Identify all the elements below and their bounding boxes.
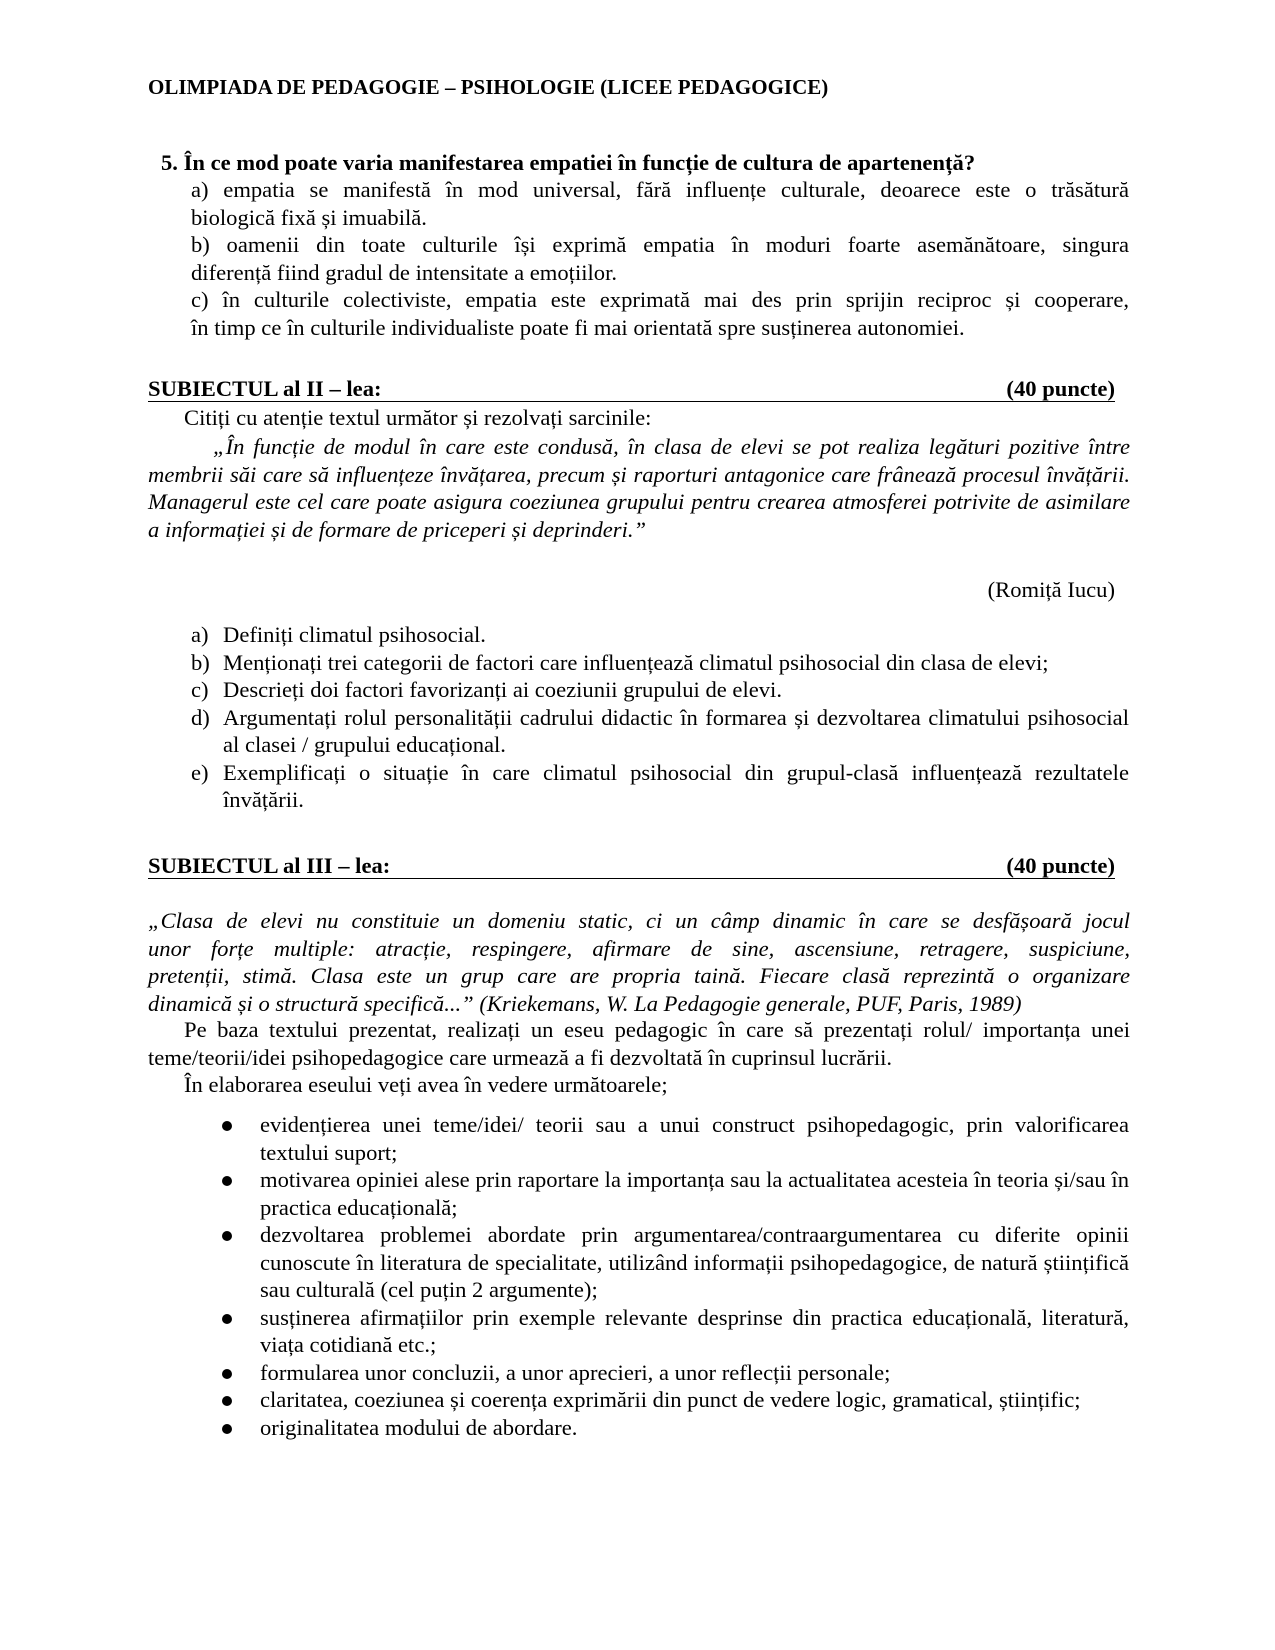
task-b <box>191 649 1129 677</box>
question-5-options <box>191 176 1129 341</box>
option-a <box>191 176 1129 231</box>
list-item-text: formularea unor concluzii, a unor aprecieri, a unor reflecții personale; <box>260 1359 891 1385</box>
list-item-text: evidențierea unei teme/idei/ teorii sau a unui construct psihopedagogic, prin valorificarea textului suport; <box>260 1112 1129 1165</box>
task-e <box>191 759 1129 814</box>
task-text: Definiți climatul psihosocial. <box>223 622 486 647</box>
task-label: b) <box>191 649 210 675</box>
option-b <box>191 231 1129 286</box>
question-5-title: 5. În ce mod poate varia manifestarea empatiei în funcție de cultura de apartenență? <box>161 150 976 175</box>
list-item <box>218 1386 1129 1414</box>
task-c <box>191 676 1129 704</box>
quote-line: dinamică și o structură specifică...” (Kriekemans, W. La Pedagogie generale, PUF, Paris, 1989) <box>148 990 1022 1016</box>
criteria-list <box>218 1111 1129 1441</box>
list-item-text: susținerea afirmațiilor prin exemple relevante desprinse din practica educațională, literatură, viața cotidiană etc.; <box>260 1304 1129 1357</box>
subject-3-quote <box>148 907 1130 1017</box>
subject-3-paragraph: Pe baza textului prezentat, realizați un eseu pedagogic în care să prezentați rolul/ importanța unei teme/teorii/idei psihopedagogice care urmează a fi dezvoltată în cuprinsul lucrării. <box>148 1017 1130 1070</box>
list-item <box>218 1221 1129 1304</box>
option-c-line1: c) în culturile colectiviste, empatia este exprimată mai des prin sprijin reciproc și cooperare, <box>191 287 1129 312</box>
document-header: OLIMPIADA DE PEDAGOGIE – PSIHOLOGIE (LICEE PEDAGOGICE) <box>148 75 829 99</box>
subject-2-tasks <box>191 621 1129 814</box>
subject-2-intro: Citiți cu atenție textul următor și rezolvați sarcinile: <box>184 405 652 430</box>
bullet-icon <box>222 1369 232 1379</box>
task-text: Menționați trei categorii de factori care influențează climatul psihosocial din clasa de elevi; <box>223 649 1049 675</box>
subject-2-heading <box>148 375 1115 405</box>
subject-2-underline <box>148 401 1115 402</box>
option-a-line1: a) empatia se manifestă în mod universal, fără influențe culturale, deoarece este o trăsătură <box>191 177 1129 202</box>
list-item-text: dezvoltarea problemei abordate prin argumentarea/contraargumentarea cu diferite opinii cunoscute în literatura de specialitate, utilizând informații psihopedagogice, de natură științifică sau culturală (cel puțin 2 argumente); <box>260 1222 1129 1302</box>
quote-author: (Romiță Iucu) <box>987 577 1115 602</box>
task-label: c) <box>191 677 209 702</box>
bullet-icon <box>222 1424 232 1434</box>
task-label: d) <box>191 704 210 730</box>
task-d <box>191 704 1129 759</box>
list-item <box>218 1359 1129 1387</box>
task-text: Argumentați rolul personalității cadrului didactic în formarea și dezvoltarea climatului psihosocial al clasei / grupului educațional. <box>223 704 1129 757</box>
task-text: Exemplificați o situație în care climatul psihosocial din grupul-clasă influențează rezultatele învățării. <box>223 759 1129 812</box>
subject-3-points: (40 puncte) <box>1006 853 1115 878</box>
bullet-icon <box>222 1396 232 1406</box>
subject-2-quote <box>148 433 1130 543</box>
bullet-icon <box>222 1176 232 1186</box>
option-b-line2: diferență fiind gradul de intensitate a emoțiilor. <box>191 259 618 285</box>
list-item-text: claritatea, coeziunea și coerența exprimării din punct de vedere logic, gramatical, științific; <box>260 1387 1081 1412</box>
task-label: a) <box>191 622 209 647</box>
quote-line: unor forțe multiple: atracție, respingere, afirmare de sine, ascensiune, retragere, suspiciune, <box>148 935 1130 961</box>
subject-3-underline <box>148 878 1115 879</box>
bullet-icon <box>222 1314 232 1324</box>
quote-line: pretenții, stimă. Clasa este un grup care are propria taină. Fiecare clasă reprezintă o organizare <box>148 963 1130 988</box>
subject-2-title: SUBIECTUL al II – lea: <box>148 376 382 401</box>
option-a-line2: biologică fixă și imuabilă. <box>191 204 427 230</box>
subject-2-quote-text: „În funcție de modul în care este condusă, în clasa de elevi se pot realiza legături pozitive între membrii săi care să influențeze învățarea, precum și raporturi antagonice care frânează procesul învățării. Managerul este cel care poate asigura coeziunea grupului pentru crearea atmosferei potrivite de asimilare a informației și de formare de priceperi și deprinderi.” <box>148 434 1130 542</box>
task-text: Descrieți doi factori favorizanți ai coeziunii grupului de elevi. <box>223 677 782 702</box>
list-item <box>218 1111 1129 1166</box>
list-item <box>218 1414 1129 1442</box>
subject-3-heading <box>148 852 1115 882</box>
quote-line: „Clasa de elevi nu constituie un domeniu static, ci un câmp dinamic în care se desfășoară jocul <box>148 908 1130 933</box>
task-label: e) <box>191 759 209 785</box>
list-item-text: motivarea opiniei alese prin raportare la importanța sau la actualitatea acesteia în teoria și/sau în practica educațională; <box>260 1167 1129 1220</box>
bullet-icon <box>222 1231 232 1241</box>
list-item <box>218 1166 1129 1221</box>
list-item-text: originalitatea modului de abordare. <box>260 1414 578 1440</box>
list-item <box>218 1304 1129 1359</box>
option-c-line2: în timp ce în culturile individualiste poate fi mai orientată spre susținerea autonomiei. <box>191 314 965 340</box>
subject-2-points: (40 puncte) <box>1006 376 1115 401</box>
option-b-line1: b) oamenii din toate culturile își exprimă empatia în moduri foarte asemănătoare, singura <box>191 232 1129 257</box>
task-a <box>191 621 1129 649</box>
option-c <box>191 286 1129 341</box>
bullet-icon <box>222 1121 232 1131</box>
subject-3-lead: În elaborarea eseului veți avea în vedere următoarele; <box>184 1072 668 1097</box>
subject-3-title: SUBIECTUL al III – lea: <box>148 853 391 878</box>
